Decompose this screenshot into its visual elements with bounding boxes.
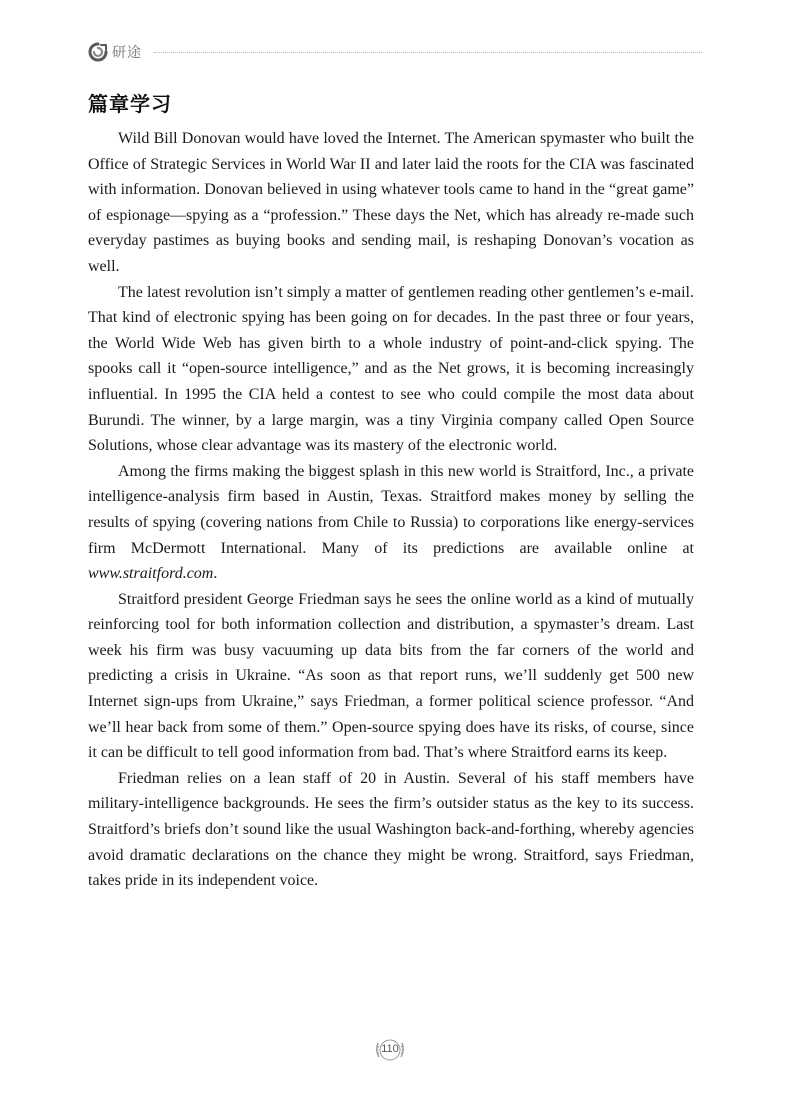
paragraph-3-end: . [213,565,218,583]
paragraph-3 [88,459,694,587]
paragraph-1: Wild Bill Donovan would have loved the Internet. The American spymaster who built the Office of Strategic Services in World War II and later laid the roots for the CIA was fascinated with information. Donovan believed in using whatever tools came to hand in the “great game” of espionage—spying as a “profession.” These days the Net, which has already re-made such everyday pastimes as buying books and sending mail, is reshaping Donovan’s vocation as well. [88,130,694,275]
paragraph-2: The latest revolution isn’t simply a matter of gentlemen reading other gentlemen’s e-mail. That kind of electronic spying has been going on for decades. In the past three or four years, the World Wide Web has given birth to a whole industry of point-and-click spying. The spooks call it “open-source intelligence,” and as the Net grows, it is becoming increasingly influential. In 1995 the CIA held a contest to see who could compile the most data about Burundi. The winner, by a large margin, was a tiny Virginia company called Open Source Solutions, whose clear advantage was its mastery of the electronic world. [88,283,694,455]
page-header [88,40,702,64]
website-link: www.straitford.com [88,565,214,583]
swirl-logo-icon [88,42,108,62]
page-number: 110 [381,1043,399,1055]
logo-text: 研途 [112,45,142,61]
paragraph-3-text: Among the firms making the biggest splash in this new world is Straitford, Inc., a private intelligence-analysis firm based in Austin, Texas. Straitford makes money by selling the results of spying (covering nations from Chile to Russia) to corporations like energy-services firm McDermott International. Many of its predictions are available online at [88,462,694,557]
article-body [88,126,694,894]
page-number-badge [373,1036,407,1064]
header-rule [154,52,702,53]
paragraph-4: Straitford president George Friedman says he sees the online world as a kind of mutually reinforcing tool for both information collection and distribution, a spymaster’s dream. Last week his firm was busy vacuuming up data bits from the far corners of the world and predicting a crisis in Ukraine. “As soon as that report runs, we’ll suddenly get 500 new Internet sign-ups from Ukraine,” says Friedman, a former political science professor. “And we’ll hear back from some of them.” Open-source spying does have its risks, of course, since it can be difficult to tell good information from bad. That’s where Straitford earns its keep. [88,590,694,762]
paragraph-5: Friedman relies on a lean staff of 20 in Austin. Several of his staff members have military-intelligence backgrounds. He sees the firm’s outsider status as the key to its success. Straitford’s briefs don’t sound like the usual Washington back-and-forthing, whereby agencies avoid dramatic declarations on the chance they might be wrong. Straitford, says Friedman, takes pride in its independent voice. [88,769,694,890]
section-title: 篇章学习 [88,92,172,116]
